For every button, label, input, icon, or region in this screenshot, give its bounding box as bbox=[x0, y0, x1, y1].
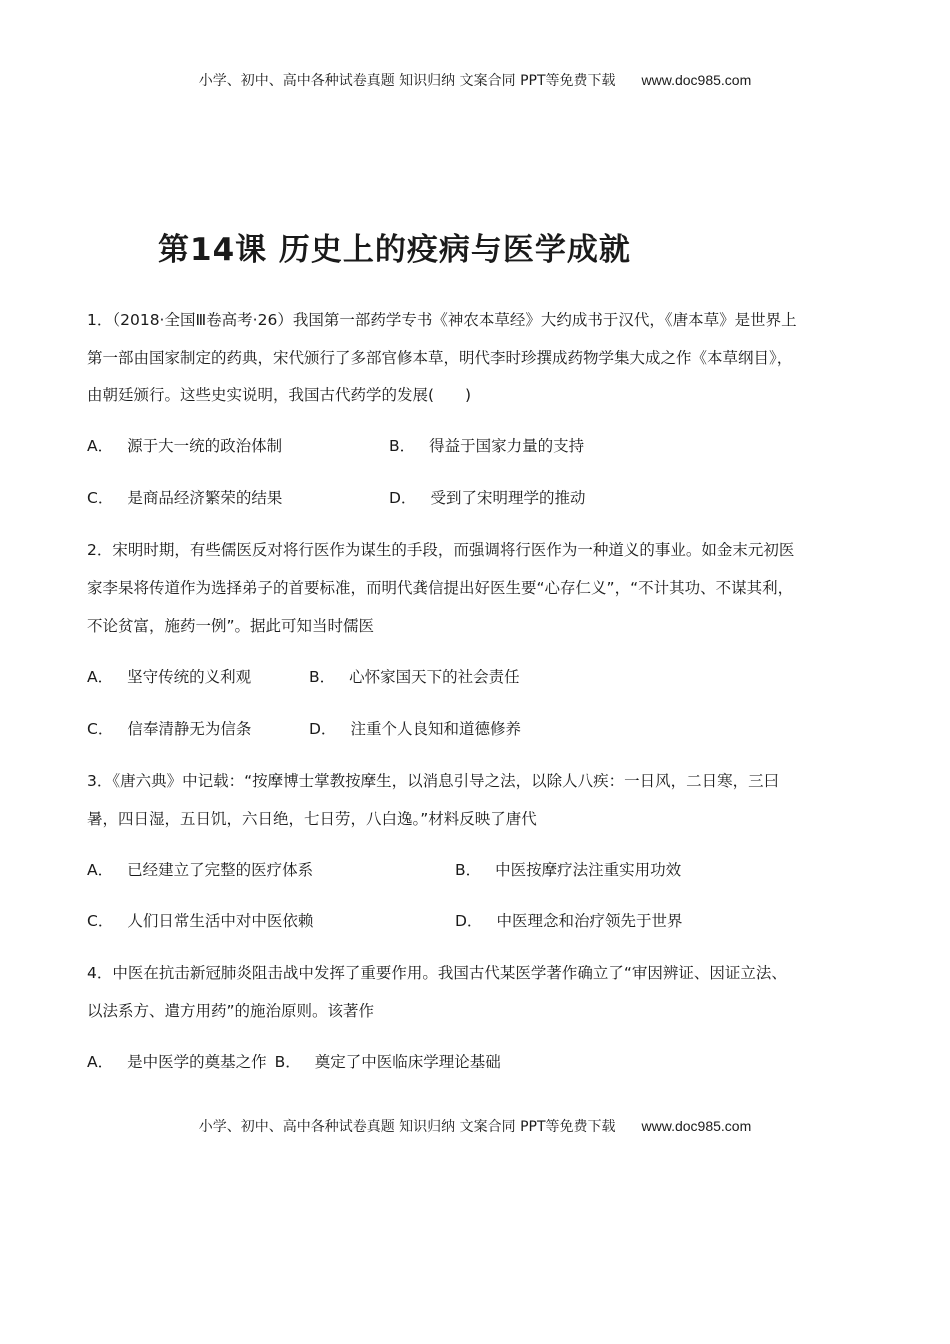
q2-option-c-text: 信奉清静无为信条 bbox=[127, 720, 252, 738]
q3-option-a-text: 已经建立了完整的医疗体系 bbox=[127, 861, 314, 879]
header-text: 小学、初中、高中各种试卷真题 知识归纳 文案合同 PPT等免费下载 bbox=[198, 73, 616, 89]
q2-option-a bbox=[87, 666, 251, 688]
lesson-title: 第14课 历史上的疫病与医学成就 bbox=[158, 232, 631, 268]
q2-option-b-text: 心怀家国天下的社会责任 bbox=[349, 668, 520, 686]
question-1-line-3: 由朝廷颁行。这些史实说明，我国古代药学的发展( ) bbox=[87, 386, 472, 404]
q3-option-c-text: 人们日常生活中对中医依赖 bbox=[127, 912, 314, 930]
q1-option-c bbox=[87, 487, 282, 509]
footer-url[interactable]: www.doc985.com bbox=[641, 1118, 752, 1134]
q3-option-c-key: C． bbox=[87, 912, 114, 930]
question-2-line-2: 家李杲将传道作为选择弟子的首要标准，而明代龚信提出好医生要“心存仁义”，“不计其功、不谋其利， bbox=[87, 579, 794, 597]
q1-option-d-text: 受到了宋明理学的推动 bbox=[430, 489, 586, 507]
page-header bbox=[0, 70, 950, 90]
q2-option-b bbox=[309, 666, 520, 688]
header-url[interactable]: www.doc985.com bbox=[641, 72, 752, 88]
q1-option-a-key: A． bbox=[87, 437, 114, 455]
question-4-line-2: 以法系方、遣方用药”的施治原则。该著作 bbox=[87, 1002, 375, 1020]
q4-option-a-text: 是中医学的奠基之作 bbox=[127, 1053, 267, 1071]
q2-option-c-key: C． bbox=[87, 720, 114, 738]
question-4-line-1: 4．中医在抗击新冠肺炎阻击战中发挥了重要作用。我国古代某医学著作确立了“审因辨证、因证立法、 bbox=[87, 964, 787, 982]
q4-option-b-key: B． bbox=[274, 1053, 301, 1071]
q1-option-a-text: 源于大一统的政治体制 bbox=[127, 437, 283, 455]
question-2-line-1: 2．宋明时期，有些儒医反对将行医作为谋生的手段，而强调将行医作为一种道义的事业。如金末元初医 bbox=[87, 541, 795, 559]
q1-option-d-key: D． bbox=[389, 489, 417, 507]
q2-option-d-key: D． bbox=[309, 720, 337, 738]
q2-option-d-text: 注重个人良知和道德修养 bbox=[350, 720, 521, 738]
q3-option-d-key: D． bbox=[455, 912, 483, 930]
q1-option-c-key: C． bbox=[87, 489, 114, 507]
q3-option-d-text: 中医理念和治疗领先于世界 bbox=[496, 912, 683, 930]
q3-option-b-key: B． bbox=[455, 861, 482, 879]
q1-option-b-text: 得益于国家力量的支持 bbox=[429, 437, 585, 455]
q3-option-a-key: A． bbox=[87, 861, 114, 879]
q4-options bbox=[87, 1051, 501, 1073]
q3-option-b-text: 中医按摩疗法注重实用功效 bbox=[495, 861, 682, 879]
q4-option-a-key: A． bbox=[87, 1053, 114, 1071]
page-footer bbox=[0, 1116, 950, 1136]
q3-option-d bbox=[455, 910, 682, 932]
q1-option-c-text: 是商品经济繁荣的结果 bbox=[127, 489, 283, 507]
q3-option-a bbox=[87, 859, 313, 881]
q4-option-b-text: 奠定了中医临床学理论基础 bbox=[314, 1053, 501, 1071]
question-1-line-2: 第一部由国家制定的药典，宋代颁行了多部官修本草，明代李时珍撰成药物学集大成之作《本草纲目》， bbox=[87, 349, 793, 367]
q2-option-a-text: 坚守传统的义利观 bbox=[127, 668, 252, 686]
q2-option-c bbox=[87, 718, 251, 740]
footer-text: 小学、初中、高中各种试卷真题 知识归纳 文案合同 PPT等免费下载 bbox=[198, 1119, 616, 1135]
q3-option-c bbox=[87, 910, 313, 932]
q1-option-d bbox=[389, 487, 585, 509]
q3-option-b bbox=[455, 859, 681, 881]
q1-option-a bbox=[87, 435, 282, 457]
q1-option-b-key: B． bbox=[389, 437, 416, 455]
q1-option-b bbox=[389, 435, 584, 457]
question-3-line-2: 暑，四日湿，五日饥，六日绝，七日劳，八白逸。”材料反映了唐代 bbox=[87, 810, 537, 828]
q2-option-b-key: B． bbox=[309, 668, 336, 686]
q2-option-d bbox=[309, 718, 521, 740]
question-3-line-1: 3．《唐六典》中记载：“按摩博士掌教按摩生，以消息引导之法，以除人八疾：一日风，二日寒，三曰 bbox=[87, 772, 780, 790]
q2-option-a-key: A． bbox=[87, 668, 114, 686]
question-2-line-3: 不论贫富，施药一例”。据此可知当时儒医 bbox=[87, 617, 375, 635]
question-1-line-1: 1．（2018·全国Ⅲ卷高考·26）我国第一部药学专书《神农本草经》大约成书于汉代，《唐本草》是世界上 bbox=[87, 311, 797, 329]
